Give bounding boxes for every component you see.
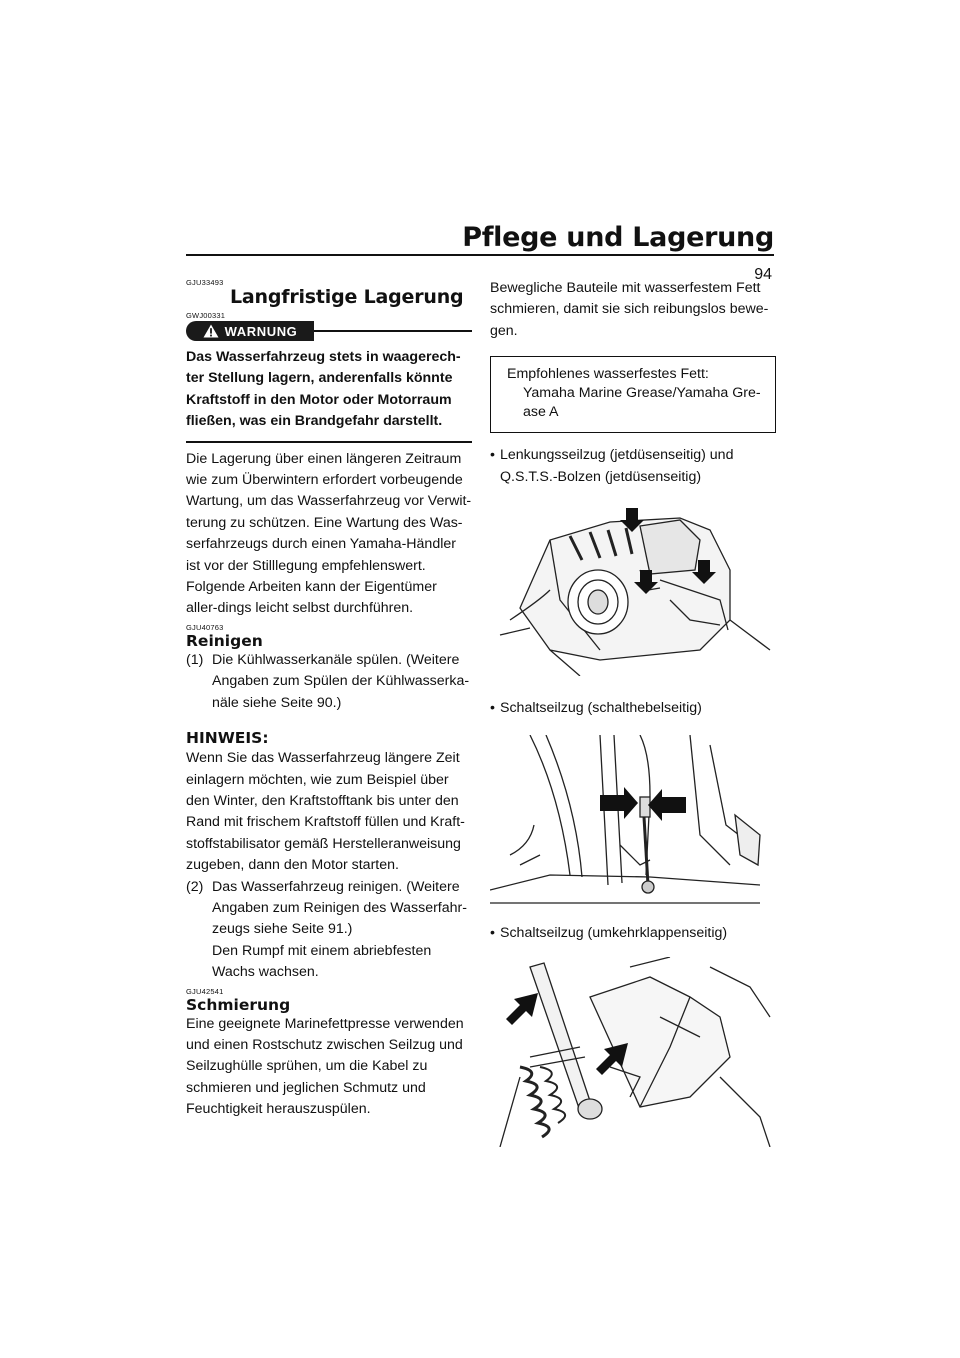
bullet-dot-icon: • [490,700,495,717]
page-title: Pflege und Lagerung [462,222,774,253]
step-1-number: (1) [186,651,204,668]
bullet-dot-icon: • [490,925,495,942]
step-1 [186,650,472,714]
step-1-text: Die Kühlwasserkanäle spülen. (Weitere Angaben zum Spülen der Kühlwasserka-näle siehe Seite 90.) [212,651,470,711]
section-code: GJU33493 [186,278,224,287]
warning-text: Das Wasserfahrzeug stets in waagerech-ter Stellung lagern, anderenfalls könnte Kraftstoff in den Motor oder Motorraum fließen, was ein Brandgefahr darstellt. [186,349,461,430]
section-title: Langfristige Lagerung [230,286,464,308]
hinweis-title: HINWEIS: [186,729,269,748]
warning-rule [314,330,472,332]
step-2 [186,877,472,984]
reverse-gate-cable-figure [490,957,776,1147]
warning-label: WARNUNG [224,323,298,339]
right-column [490,278,776,1147]
clean-code: GJU40763 [186,622,224,632]
left-column [186,278,472,1121]
grease-label: Empfohlenes wasserfestes Fett: [507,366,709,383]
shift-lever-cable-figure [490,735,776,905]
page-header [186,222,774,256]
grease-value: Yamaha Marine Grease/Yamaha Gre-ase A [523,385,761,421]
bullet-steering-text: Lenkungsseilzug (jetdüsenseitig) und Q.S.T.S.-Bolzen (jetdüsenseitig) [500,447,734,485]
grease-spec-box [490,356,776,433]
intro-paragraph: Die Lagerung über einen längeren Zeitraum wie zum Überwintern erfordert vorbeugende Wartung, um das Wasserfahrzeug vor Verwit-terung zu schützen. Eine Wartung des Was-serfahrzeugs durch einen Yamaha-Händler ist vor der Stilllegung empfehlenswert. Folgende Arbeiten kann der Eigentümer aller-dings leicht selbst durchführen. [186,450,472,617]
lube-paragraph: Eine geeignete Marinefettpresse verwenden und einen Rostschutz zwischen Seilzug und Seilzughülle sprühen, um die Kabel zu schmieren und jeglichen Schmutz und Feuchtigkeit herauszuspülen. [186,1015,464,1118]
warning-header [186,321,472,341]
warning-bottom-rule [186,441,472,443]
bullet-shift-lever-cable [490,698,776,719]
grease-intro: Bewegliche Bauteile mit wasserfestem Fett schmieren, damit sie sich reibungslos bewe-gen. [490,280,769,339]
warning-code: GWJ00331 [186,311,226,320]
bullet-reverse-gate-text: Schaltseilzug (umkehrklappenseitig) [500,925,728,942]
clean-title: Reinigen [186,631,263,650]
warning-badge [186,321,314,341]
lube-code: GJU42541 [186,986,224,996]
header-rule [186,254,774,256]
bullet-dot-icon: • [490,447,495,464]
step-2-extra: Den Rumpf mit einem abriebfesten Wachs wachsen. [212,942,432,981]
page-number: 94 [754,266,772,283]
bullet-steering-cable [490,445,776,488]
warning-triangle-icon [203,324,219,338]
steering-cable-figure [490,500,776,676]
step-2-number: (2) [186,878,204,895]
hinweis-text: Wenn Sie das Wasserfahrzeug längere Zeit einlagern möchten, wie zum Beispiel über den Winter, den Kraftstofftank bis unter den Rand mit frischem Kraftstoff füllen und Kraft-stoffstabilisator gemäß Herstelleranweisung zugeben, dann den Motor starten. [186,750,465,874]
bullet-reverse-gate-cable [490,923,776,944]
lube-title: Schmierung [186,995,291,1014]
step-2-text: Das Wasserfahrzeug reinigen. (Weitere Angaben zum Reinigen des Wasserfahr-zeugs siehe Seite 91.) [212,878,467,938]
bullet-shift-lever-text: Schaltseilzug (schalthebelseitig) [500,700,702,717]
